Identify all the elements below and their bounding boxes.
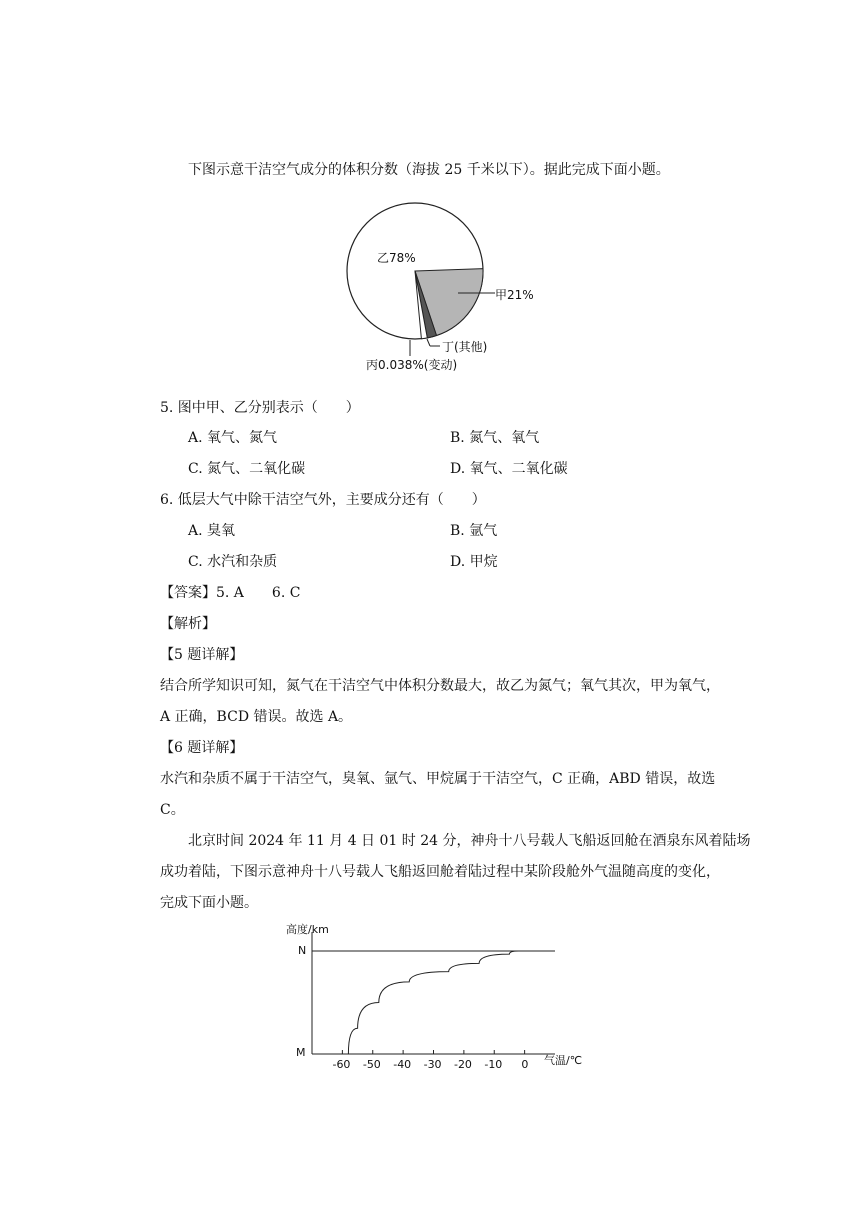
x-tick-label: -50 <box>362 1058 381 1071</box>
x-tick-label: -20 <box>453 1058 472 1071</box>
x-tick-label: -40 <box>393 1058 412 1071</box>
q6-option-b: B. 氩气 <box>450 523 498 539</box>
pie-label-jia: 甲21% <box>495 288 534 302</box>
pie-label-yi: 乙78% <box>377 251 416 265</box>
detail5-title: 【5 题详解】 <box>160 647 244 663</box>
q5-option-b: B. 氮气、氧气 <box>450 430 540 446</box>
detail5-text-1: 结合所学知识可知，氮气在干洁空气中体积分数最大，故乙为氮气；氧气其次，甲为氧气， <box>160 678 720 694</box>
intro-paragraph-1: 下图示意干洁空气成分的体积分数（海拔 25 千米以下）。据此完成下面小题。 <box>188 162 670 178</box>
q6-option-a: A. 臭氧 <box>188 523 236 539</box>
x-tick-label: -60 <box>332 1058 351 1071</box>
detail6-text-1: 水汽和杂质不属于干洁空气，臭氧、氩气、甲烷属于干洁空气，C 正确，ABD 错误，故选 <box>160 771 716 787</box>
pie-chart <box>330 198 540 378</box>
detail6-text-2: C。 <box>160 802 185 818</box>
y-tick-n: N <box>298 944 307 957</box>
q5-option-a: A. 氧气、氮气 <box>188 430 278 446</box>
q6-option-c: C. 水汽和杂质 <box>188 554 278 570</box>
intro-paragraph-2-line-1: 北京时间 2024 年 11 月 4 日 01 时 24 分，神舟十八号载人飞船返回舱在酒泉东风着陆场 <box>188 833 751 849</box>
x-axis-label: 气温/℃ <box>544 1054 583 1067</box>
answer-line: 【答案】5. A 6. C <box>160 585 301 601</box>
x-tick-label: -30 <box>423 1058 442 1071</box>
intro-paragraph-2-line-2: 成功着陆，下图示意神舟十八号载人飞船返回舱着陆过程中某阶段舱外气温随高度的变化， <box>160 864 720 880</box>
q6-stem: 6. 低层大气中除干洁空气外，主要成分还有（ ） <box>160 492 486 508</box>
y-axis-label: 高度/km <box>286 923 329 936</box>
leader-ding-a <box>427 339 430 346</box>
temperature-curve <box>348 951 555 1054</box>
pie-label-bing: 丙0.038%(变动) <box>366 358 458 372</box>
pie-label-ding: 丁(其他) <box>442 340 488 354</box>
q5-option-c: C. 氮气、二氧化碳 <box>188 461 306 477</box>
x-tick-label: 0 <box>521 1058 529 1071</box>
analysis-title: 【解析】 <box>160 616 216 632</box>
q5-stem: 5. 图中甲、乙分别表示（ ） <box>160 400 360 416</box>
x-tick-label: -10 <box>484 1058 503 1071</box>
y-tick-m: M <box>296 1046 306 1059</box>
q5-option-d: D. 氧气、二氧化碳 <box>450 461 568 477</box>
temperature-chart <box>280 918 590 1078</box>
detail5-text-2: A 正确，BCD 错误。故选 A。 <box>160 709 353 725</box>
intro-paragraph-2-line-3: 完成下面小题。 <box>160 895 258 911</box>
q6-option-d: D. 甲烷 <box>450 554 498 570</box>
detail6-title: 【6 题详解】 <box>160 740 244 756</box>
